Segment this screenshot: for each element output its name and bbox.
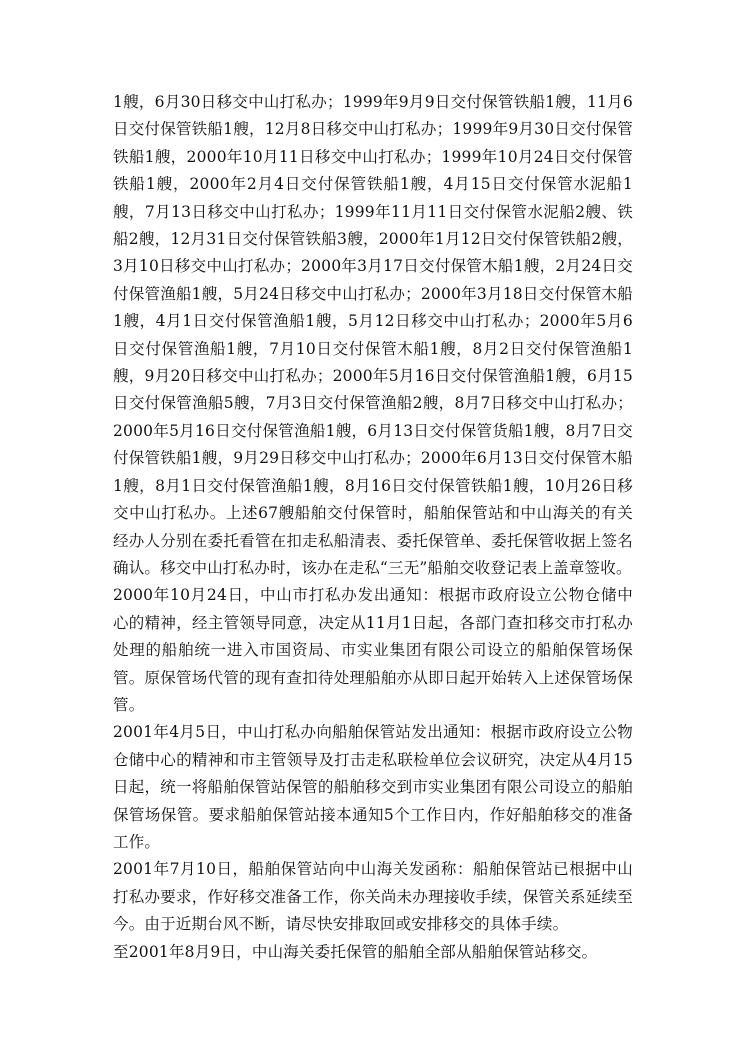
paragraph-notice-2001-04-05: 2001年4月5日，中山打私办向船舶保管站发出通知：根据市政府设立公物仓储中心的精神和市主管领导及打击走私联检单位会议研究，决定从4月15日起，统一将船舶保管站保管的船舶移交到市实业集团有限公司设立的船舶保管场保管。要求船舶保管站接本通知5个工作日内，作好船舶移交的准备工作。	[113, 723, 633, 851]
paragraph-letter-2001-07-10: 2001年7月10日，船舶保管站向中山海关发函称：船舶保管站已根据中山打私办要求，作好移交准备工作，你关尚未办理接收手续，保管关系延续至今。由于近期台风不断，请尽快安排取回或安排移交的具体手续。	[113, 860, 633, 934]
document-body	[113, 89, 633, 966]
paragraph-notice-2000-10-24: 2000年10月24日，中山市打私办发出通知：根据市政府设立公物仓储中心的精神，经主管领导同意，决定从11月1日起，各部门查扣移交市打私办处理的船舶统一进入市国资局、市实业集团有限公司设立的船舶保管场保管。原保管场代管的现有查扣待处理船舶亦从即日起开始转入上述保管场保管。	[113, 586, 633, 714]
paragraph-ship-transfer-records: 1艘，6月30日移交中山打私办；1999年9月9日交付保管铁船1艘，11月6日交付保管铁船1艘，12月8日移交中山打私办；1999年9月30日交付保管铁船1艘，2000年10月11日移交中山打私办；1999年10月24日交付保管铁船1艘，2000年2月4日交付保管铁船1艘，4月15日交付保管水泥船1艘，7月13日移交中山打私办；1999年11月11日交付保管水泥船2艘、铁船2艘，12月31日交付保管铁船3艘，2000年1月12日交付保管铁船2艘，3月10日移交中山打私办；2000年3月17日交付保管木船1艘，2月24日交付保管渔船1艘，5月24日移交中山打私办；2000年3月18日交付保管木船1艘，4月1日交付保管渔船1艘，5月12日移交中山打私办；2000年5月6日交付保管渔船1艘，7月10日交付保管木船1艘，8月2日交付保管渔船1艘，9月20日移交中山打私办；2000年5月16日交付保管渔船1艘，6月15日交付保管渔船5艘，7月3日交付保管渔船2艘，8月7日移交中山打私办；2000年5月16日交付保管渔船1艘，6月13日交付保管货船1艘，8月7日交付保管铁船1艘，9月29日移交中山打私办；2000年6月13日交付保管木船1艘，8月1日交付保管渔船1艘，8月16日交付保管铁船1艘，10月26日移交中山打私办。上述67艘船舶交付保管时，船舶保管站和中山海关的有关经办人分别在委托看管在扣走私船清表、委托保管单、委托保管收据上签名确认。移交中山打私办时，该办在走私“三无”船舶交收登记表上盖章签收。	[113, 93, 633, 577]
paragraph-final-transfer-2001-08-09: 至2001年8月9日，中山海关委托保管的船舶全部从船舶保管站移交。	[113, 942, 598, 961]
